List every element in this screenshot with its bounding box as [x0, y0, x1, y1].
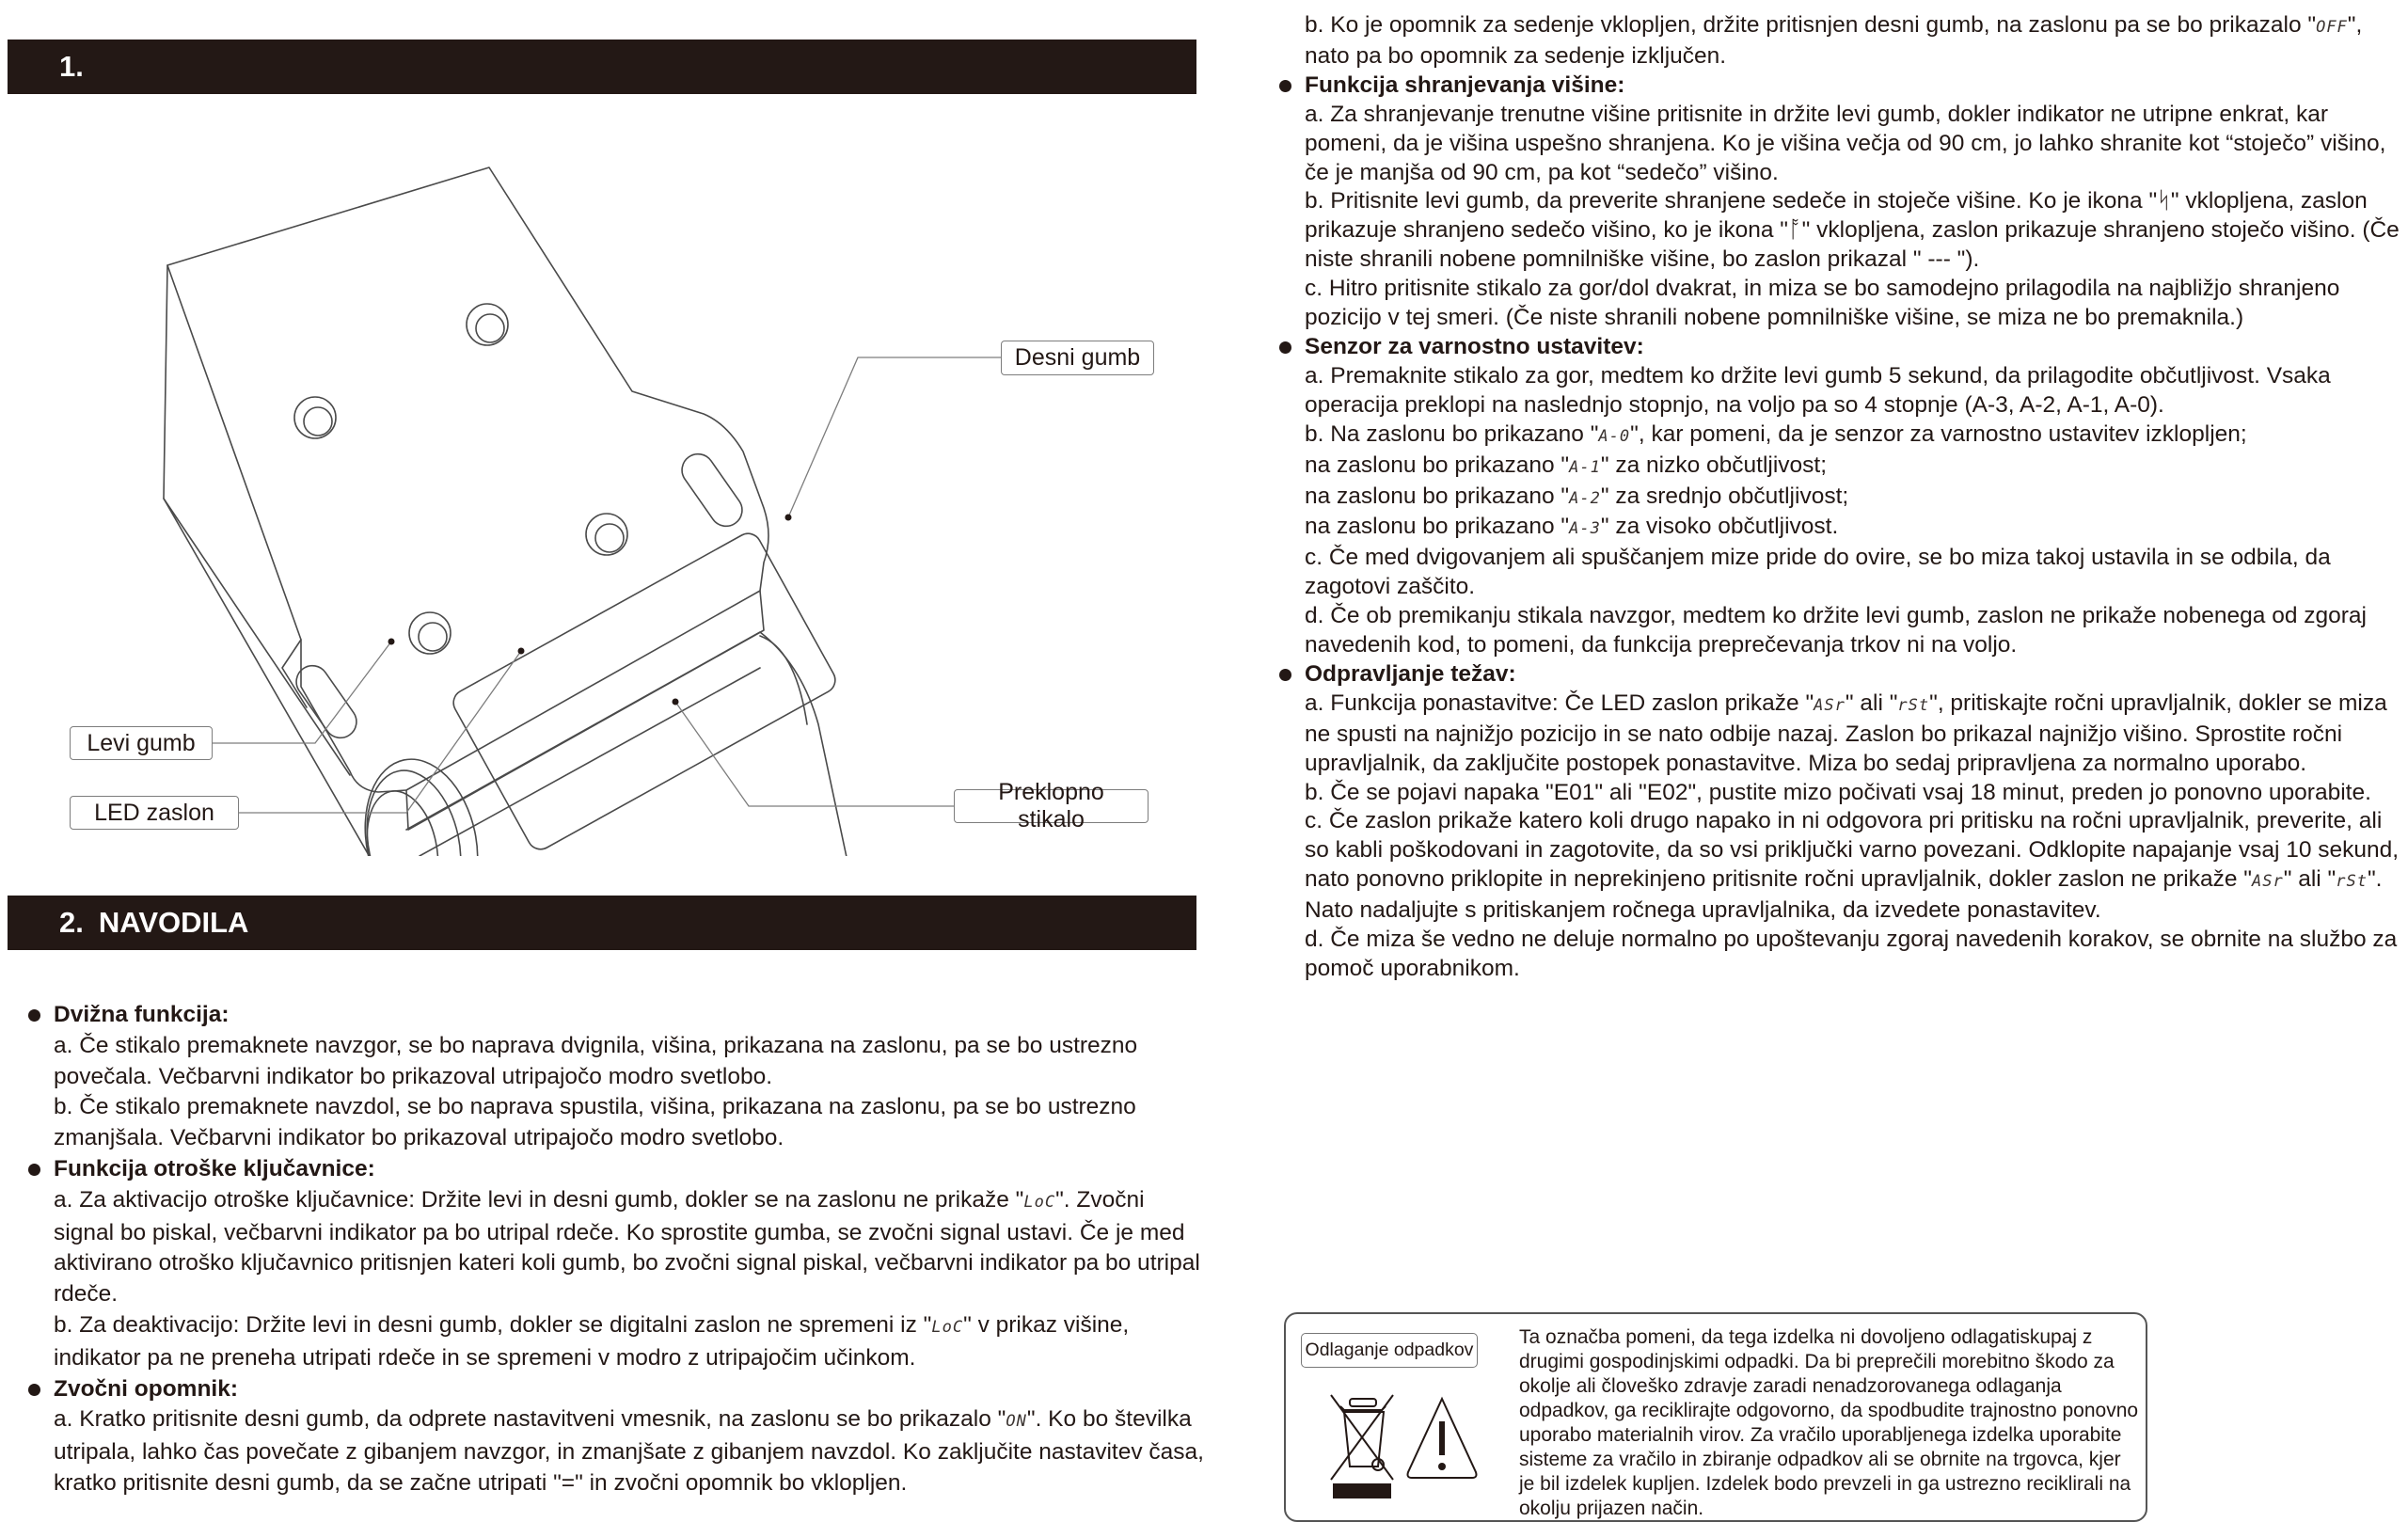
section-2-title: NAVODILA — [98, 906, 249, 939]
led-code: LoC — [931, 1317, 964, 1337]
standing-icon: ᚩ — [1787, 217, 1802, 244]
warning-triangle-icon — [1408, 1399, 1477, 1478]
bullet-icon — [28, 1384, 40, 1396]
paragraph: a. Za aktivacijo otroške ključavnice: Držite levi in desni gumb, dokler se na zaslonu ne prikaže "LoC". Zvočni signal bo piskal, večbarvni indikator pa bo utripal rdeče. Ko sprostite gumba, se zvočni signal ustavi. Če je med aktivirano otroško ključavnico pritisnjen kateri koli gumb, bo zvočni signal piskal, večbarvni indikator pa bo utripal rdeče. — [54, 1186, 1200, 1308]
led-code: A-0 — [1598, 426, 1631, 446]
led-code: rSt — [1897, 695, 1930, 715]
section-lift-function — [28, 1000, 1204, 1154]
led-code: A-2 — [1569, 488, 1601, 508]
paragraph: na zaslonu bo prikazano "A-3" za visoko občutljivost. — [1305, 514, 1839, 540]
section-title: Senzor za varnostno ustavitev: — [1305, 333, 1644, 359]
paragraph: b. Na zaslonu bo prikazano "A-0", kar pomeni, da je senzor za varnostno ustavitev izklopljen; — [1305, 420, 2247, 447]
section-sound-reminder — [28, 1374, 1204, 1499]
section-troubleshooting — [1279, 660, 2408, 984]
device-diagram — [0, 141, 1223, 856]
instructions-left-column — [28, 1000, 1204, 1499]
section-child-lock — [28, 1154, 1204, 1374]
bullet-icon — [1279, 669, 1291, 681]
disposal-text: Ta označba pomeni, da tega izdelka ni dovoljeno odlagatiskupaj z drugimi gospodinjskimi odpadki. Da bi preprečili morebitno škodo za okolje ali človeško zdravje zaradi nenadzorovanega odlaganja odpadkov, ga reciklirajte odgovorno, da spodbudite trajnostno ponovno uporabo materialnih virov. Za vračilo uporabljenega izdelka uporabite sisteme za vračilo in zbiranje odpadkov ali se obrnite na trgovca, kjer je bil izdelek kupljen. Izdelek bodo prevzeli in ga ustrezno reciklirali na okolju prijazen način. — [1519, 1326, 2139, 1519]
paragraph: a. Kratko pritisnite desni gumb, da odprete nastavitveni vmesnik, na zaslonu se bo prikazalo "ON". Ko bo številka utripala, lahko čas povečate z gibanjem navzgor, in zmanjšate z gibanjem navzdol. Ko zaključite nastavitev časa, kratko pritisnite desni gumb, da se začne utripati "=" in zvočni opomnik bo vklopljen. — [54, 1406, 1204, 1496]
paragraph: c. Če zaslon prikaže katero koli drugo napako in ni odgovora pri pritisku na ročni upravljalnik, preverite, ali so kabli poškodovani in zagotovite, da so vsi priključki varno povezani. Odklopite napajanje vsaj 10 sekund, nato ponovno priklopite in neprekinjeno pritisnite ročni upravljalnik, dokler zaslon ne prikaže "ASr" ali "rSt". Nato nadaljujte s pritiskanjem ročnega upravljalnika, da izvedete ponastavitev. — [1305, 808, 2400, 924]
led-code: ASr — [1814, 695, 1846, 715]
led-code: LoC — [1023, 1192, 1056, 1212]
weee-crossed-bin-icon — [1331, 1395, 1393, 1498]
section-title: Zvočni opomnik: — [54, 1375, 238, 1402]
section-title: Funkcija shranjevanja višine: — [1305, 71, 1625, 98]
paragraph: d. Če miza še vedno ne deluje normalno po upoštevanju zgoraj navedenih korakov, se obrnite na službo za pomoč uporabnikom. — [1305, 927, 2398, 981]
paragraph: b. Ko je opomnik za sedenje vklopljen, držite pritisnjen desni gumb, na zaslonu pa se bo prikazalo "OFF", nato pa bo opomnik za sedenje izključen. — [1305, 12, 2363, 69]
bullet-icon — [28, 1164, 40, 1176]
callout-right-button: Desni gumb — [1001, 341, 1154, 375]
disposal-label: Odlaganje odpadkov — [1301, 1333, 1478, 1368]
disposal-icons — [1323, 1389, 1483, 1507]
paragraph: na zaslonu bo prikazano "A-1" za nizko občutljivost; — [1305, 452, 1828, 478]
paragraph: b. Če se pojavi napaka "E01" ali "E02", pustite mizo počivati vsaj 18 minut, preden jo ponovno uporabite. — [1305, 779, 2371, 805]
led-code: rSt — [2336, 872, 2368, 892]
paragraph: b. Če stikalo premaknete navzdol, se bo naprava spustila, višina, prikazana na zaslonu, pa se bo ustrezno zmanjšala. Večbarvni indikator bo prikazoval utripajočo modro svetlobo. — [54, 1094, 1136, 1151]
section-2-header — [8, 896, 1196, 950]
paragraph: a. Če stikalo premaknete navzgor, se bo naprava dvignila, višina, prikazana na zaslonu, pa se bo ustrezno povečala. Večbarvni indikator bo prikazoval utripajočo modro svetlobo. — [54, 1032, 1138, 1089]
led-code: A-1 — [1569, 457, 1601, 477]
led-code: OFF — [2316, 18, 2348, 37]
section-safety-sensor — [1279, 333, 2408, 660]
section-title: Odpravljanje težav: — [1305, 660, 1516, 687]
paragraph: na zaslonu bo prikazano "A-2" za srednjo občutljivost; — [1305, 483, 1849, 509]
section-title: Funkcija otroške ključavnice: — [54, 1155, 375, 1181]
paragraph: c. Če med dvigovanjem ali spuščanjem mize pride do ovire, se bo miza takoj ustavila in se odbila, da zagotovi zaščito. — [1305, 545, 2331, 600]
bullet-icon — [28, 1009, 40, 1022]
section-1-number: 1. — [59, 50, 84, 83]
led-code: A-3 — [1569, 519, 1601, 539]
paragraph: b. Pritisnite levi gumb, da preverite shranjene sedeče in stoječe višine. Ko je ikona "ᛋ" vklopljena, zaslon prikazuje shranjeno sedečo višino, ko je ikona "ᚩ" vklopljena, zaslon prikazuje shranjeno stoječo višino. (Če niste shranili nobene pomnilniške višine, bo zaslon prikazal " --- "). — [1305, 188, 2400, 273]
bullet-icon — [1279, 341, 1291, 354]
paragraph: a. Za shranjevanje trenutne višine pritisnite in držite levi gumb, dokler indikator ne utripne enkrat, kar pomeni, da je višina uspešno shranjena. Ko je višina večja od 90 cm, jo lahko shranite kot “stoječo” višino, če je manjša od 90 cm, pa kot “sedečo” višino. — [1305, 101, 2386, 185]
sitting-icon: ᛋ — [2157, 188, 2171, 214]
section-1-header — [8, 40, 1196, 94]
screw-holes — [294, 304, 627, 654]
section-height-memory — [1279, 71, 2408, 333]
paragraph: a. Funkcija ponastavitve: Če LED zaslon prikaže "ASr" ali "rSt", pritiskajte ročni upravljalnik, dokler se miza ne spusti na najnižjo pozicijo in se nato odbije nazaj. Zaslon bo prikazal najnižjo višino. Sprostite ročni upravljalnik, da zaključite postopek ponastavitve. Miza bo sedaj pripravljena za normalno uporabo. — [1305, 690, 2387, 776]
callout-toggle-switch: Preklopno stikalo — [954, 789, 1149, 823]
led-code: ON — [1006, 1412, 1027, 1432]
callout-left-button: Levi gumb — [70, 726, 213, 760]
section-title: Dvižna funkcija: — [54, 1002, 230, 1027]
paragraph: d. Če ob premikanju stikala navzgor, medtem ko držite levi gumb, zaslon ne prikaže nobenega od zgoraj navedenih kod, to pomeni, da funkcija preprečevanja trkov ni na voljo. — [1305, 603, 2367, 658]
callout-led-display: LED zaslon — [70, 796, 239, 830]
section-2-number: 2. — [59, 906, 84, 939]
disposal-notice-box — [1284, 1312, 2147, 1522]
bullet-icon — [1279, 80, 1291, 92]
sound-reminder-continued — [1279, 11, 2408, 71]
paragraph: b. Za deaktivacijo: Držite levi in desni gumb, dokler se digitalni zaslon ne spremeni iz "LoC" v prikaz višine, indikator pa ne preneha utripati rdeče in se spremeni v modro z utripajočim učinkom. — [54, 1311, 1130, 1371]
paragraph: a. Premaknite stikalo za gor, medtem ko držite levi gumb 5 sekund, da prilagodite občutljivost. Vsaka operacija preklopi na naslednjo stopnjo, na voljo pa so 4 stopnje (A-3, A-2, A-1, A-0). — [1305, 362, 2331, 418]
paragraph: c. Hitro pritisnite stikalo za gor/dol dvakrat, in miza se bo samodejno prilagodila na najbližjo shranjeno pozicijo v tej smeri. (Če niste shranili nobene pomnilniške višine, se miza ne bo premaknila.) — [1305, 276, 2340, 331]
instructions-right-column — [1279, 11, 2408, 984]
led-code: ASr — [2251, 872, 2284, 892]
